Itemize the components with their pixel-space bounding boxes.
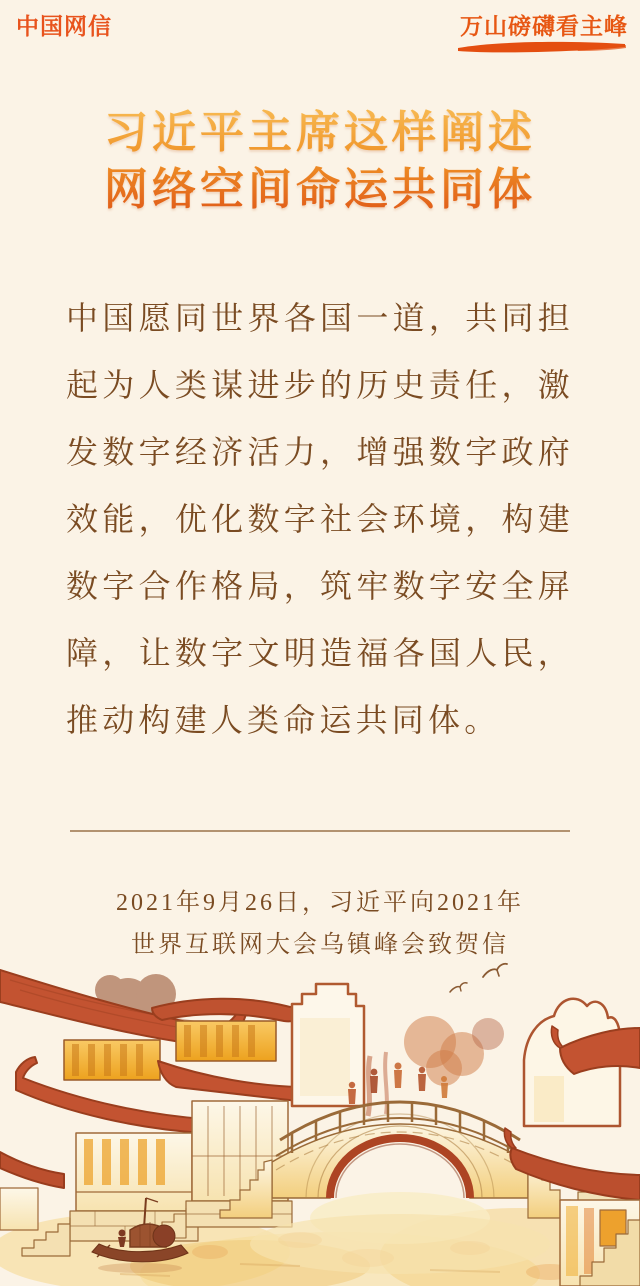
campaign-slogan — [456, 14, 628, 54]
header — [0, 14, 640, 54]
page-title-line1: 习近平主席这样阐述 — [104, 108, 536, 157]
watertown-illustration — [0, 956, 640, 1286]
divider-line — [70, 830, 570, 832]
campaign-slogan-text: 万山磅礴看主峰 — [460, 13, 628, 39]
page-title-line2: 网络空间命运共同体 — [104, 165, 536, 214]
swallow-birds — [450, 964, 507, 992]
site-logo: 中国网信 — [16, 13, 112, 39]
attribution — [0, 882, 640, 966]
page-title — [0, 104, 640, 218]
attribution-line2: 世界互联网大会乌镇峰会致贺信 — [131, 932, 509, 958]
brush-stroke-icon — [456, 41, 628, 54]
attribution-line1: 2021年9月26日，习近平向2021年 — [116, 890, 524, 916]
quote-paragraph: 中国愿同世界各国一道，共同担起为人类谋进步的历史责任，激发数字经济活力，增强数字政府效能，优化数字社会环境，构建数字合作格局，筑牢数字安全屏障，让数字文明造福各国人民，推动构建人类命运共同体。 — [66, 300, 574, 738]
